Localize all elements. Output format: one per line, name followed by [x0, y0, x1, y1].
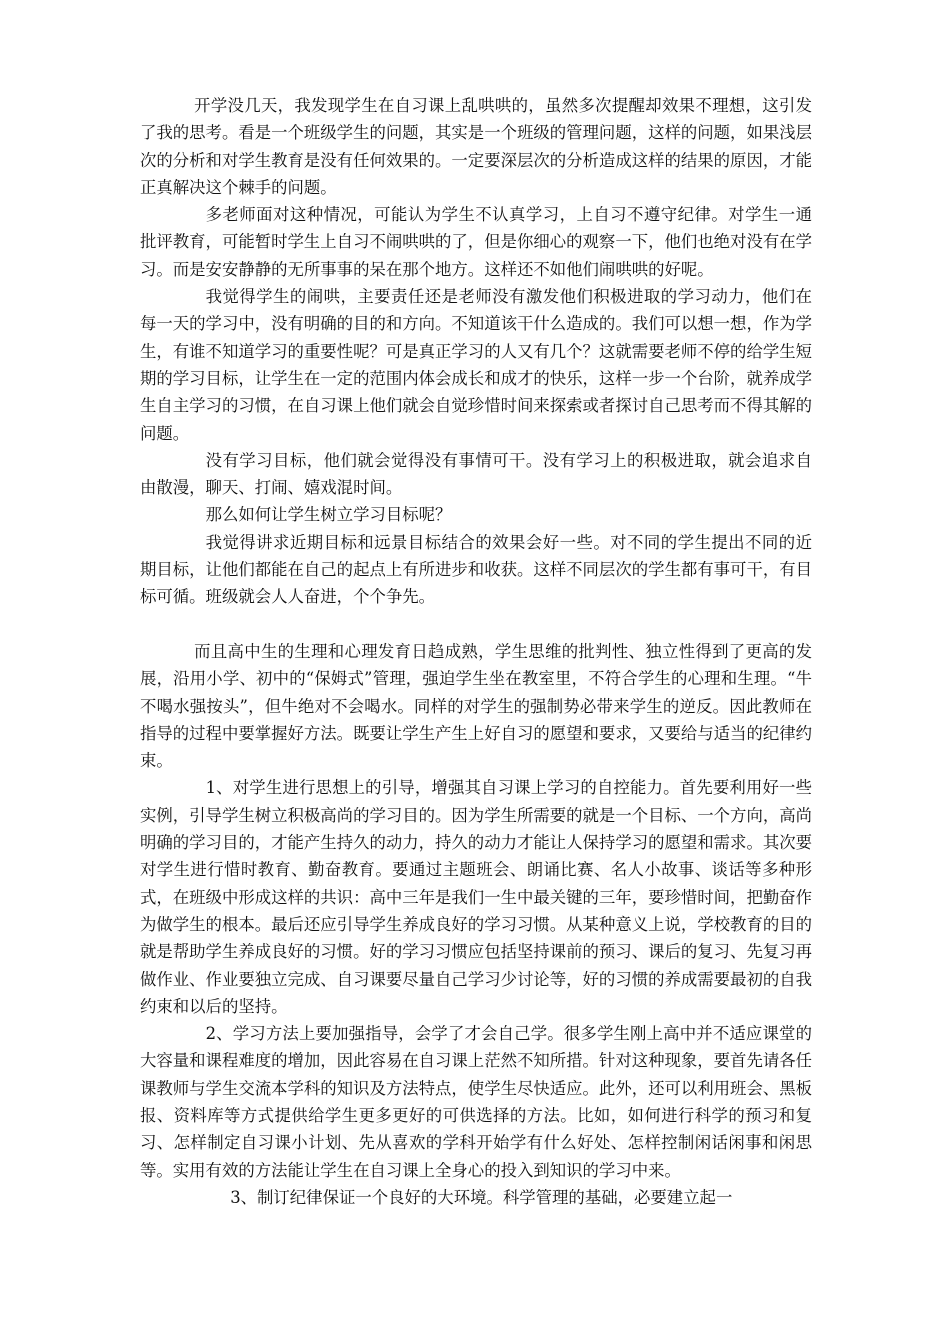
document-body [140, 92, 812, 1211]
paragraph-3: 我觉得学生的闹哄，主要责任还是老师没有激发他们积极进取的学习动力，他们在每一天的学习中，没有明确的目的和方向。不知道该干什么造成的。我们可以想一想，作为学生，有谁不知道学习的重要性呢？可是真正学习的人又有几个？这就需要老师不停的给学生短期的学习目标，让学生在一定的范围内体会成长和成才的快乐，这样一步一个台阶，就养成学生自主学习的习惯，在自习课上他们就会自觉珍惜时间来探索或者探讨自己思考而不得其解的问题。 [140, 287, 813, 443]
paragraph-spacer [140, 611, 812, 638]
paragraph-7: 而且高中生的生理和心理发育日趋成熟，学生思维的批判性、独立性得到了更高的发展，沿用小学、初中的“保姆式”管理，强迫学生坐在教室里，不符合学生的心理和生理。“牛不喝水强按头”，但牛绝对不会喝水。同样的对学生的强制势必带来学生的逆反。因此教师在指导的过程中要掌握好方法。既要让学生产生上好自习的愿望和要求，又要给与适当的纪律约束。 [140, 641, 813, 771]
paragraph-4: 没有学习目标，他们就会觉得没有事情可干。没有学习上的积极进取，就会追求自由散漫，聊天、打闹、嬉戏混时间。 [140, 450, 812, 498]
paragraph-6: 我觉得讲求近期目标和远景目标结合的效果会好一些。对不同的学生提出不同的近期目标，让他们都能在自己的起点上有所进步和收获。这样不同层次的学生都有事可干，有目标可循。班级就会人人奋进，个个争先。 [140, 532, 813, 607]
paragraph-9: 2、学习方法上要加强指导，会学了才会自己学。很多学生刚上高中并不适应课堂的大容量和课程难度的增加，因此容易在自习课上茫然不知所措。针对这种现象，要首先请各任课教师与学生交流本学科的知识及方法特点，使学生尽快适应。此外，还可以利用班会、黑板报、资料库等方式提供给学生更多更好的可供选择的方法。比如，如何进行科学的预习和复习、怎样制定自习课小计划、先从喜欢的学科开始学有什么好处、怎样控制闲话闲事和闲思等。实用有效的方法能让学生在自习课上全身心的投入到知识的学习中来。 [140, 1024, 813, 1180]
paragraph-8: 1、对学生进行思想上的引导，增强其自习课上学习的自控能力。首先要利用好一些实例，引导学生树立积极高尚的学习目的。因为学生所需要的就是一个目标、一个方向，高尚明确的学习目的，才能产生持久的动力，持久的动力才能让人保持学习的愿望和需求。其次要对学生进行惜时教育、勤奋教育。要通过主题班会、朗诵比赛、名人小故事、谈话等多种形式，在班级中形成这样的共识：高中三年是我们一生中最关键的三年，要珍惜时间，把勤奋作为做学生的根本。最后还应引导学生养成良好的学习习惯。从某种意义上说，学校教育的目的就是帮助学生养成良好的习惯。好的学习习惯应包括坚持课前的预习、课后的复习、先复习再做作业、作业要独立完成、自习课要尽量自己学习少讨论等，好的习惯的养成需要最初的自我约束和以后的坚持。 [140, 778, 813, 1016]
paragraph-10: 3、制订纪律保证一个良好的大环境。科学管理的基础，必要建立起一 [230, 1187, 733, 1207]
paragraph-5: 那么如何让学生树立学习目标呢？ [205, 505, 452, 525]
paragraph-2: 多老师面对这种情况，可能认为学生不认真学习，上自习不遵守纪律。对学生一通批评教育，可能暂时学生上自习不闹哄哄的了，但是你细心的观察一下，他们也绝对没有在学习。而是安安静静的无所事事的呆在那个地方。这样还不如他们闹哄哄的好呢。 [140, 205, 813, 279]
paragraph-1: 开学没几天，我发现学生在自习课上乱哄哄的，虽然多次提醒却效果不理想，这引发了我的思考。看是一个班级学生的问题，其实是一个班级的管理问题，这样的问题，如果浅层次的分析和对学生教育是没有任何效果的。一定要深层次的分析造成这样的结果的原因，才能正真解决这个棘手的问题。 [140, 96, 813, 197]
